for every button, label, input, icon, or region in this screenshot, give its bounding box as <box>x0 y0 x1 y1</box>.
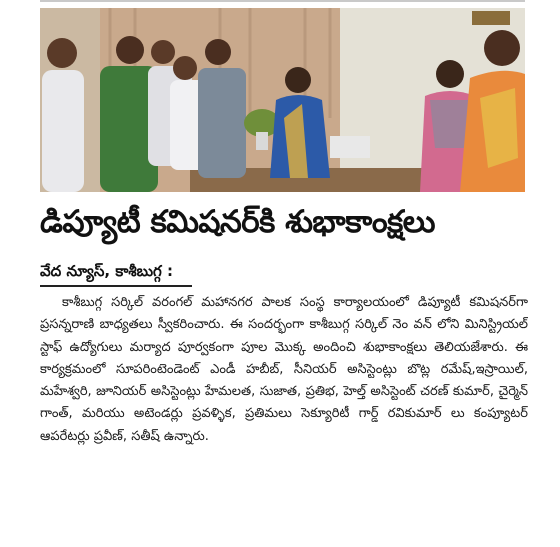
top-divider <box>40 0 525 2</box>
news-photo <box>40 8 525 192</box>
article-body: కాశీబుగ్గ సర్కిల్ వరంగల్ మహానగర పాలక సంస్థ కార్యాలయంలో డిప్యూటీ కమిషనర్‌గా ప్రసన్నరాణి బాధ్యతలు స్వీకరించారు. ఈ సందర్భంగా కాశీబుగ్గ సర్కిల్ నెం వన్ లోని మినిస్ట్రియల్ స్టాఫ్ ఉద్యోగులు మర్యాద పూర్వకంగా పూల మొక్క అందించి శుభాకాంక్షలు తెలియజేశారు. ఈ కార్యక్రమంలో సూపరింటెండెంట్ ఎండీ హబీబ్, సీనియర్ అసిస్టెంట్లు బొట్ల రమేష్,ఇస్రాయిల్, మహేశ్వరి, జూనియర్ అసిస్టెంట్లు హేమలత, సుజాత, ప్రతిభ, హెల్త్ అసిస్టెంట్ చరణ్ కుమార్, చైర్మెన్ గాంత్, మరియు అటెండర్లు ప్రవళ్ళిక, ప్రతిమలు సెక్యూరిటీ గార్డ్ రవికుమార్ లు కంప్యూటర్ ఆపరేటర్లు ప్రవీణ్, సతీష్ ఉన్నారు. <box>40 295 528 444</box>
headline: డిప్యూటీ కమిషనర్‌కి శుభాకాంక్షలు <box>40 204 436 240</box>
dateline: వేద న్యూస్, కాశీబుగ్గ : <box>40 262 174 280</box>
dateline-underline <box>40 285 192 287</box>
